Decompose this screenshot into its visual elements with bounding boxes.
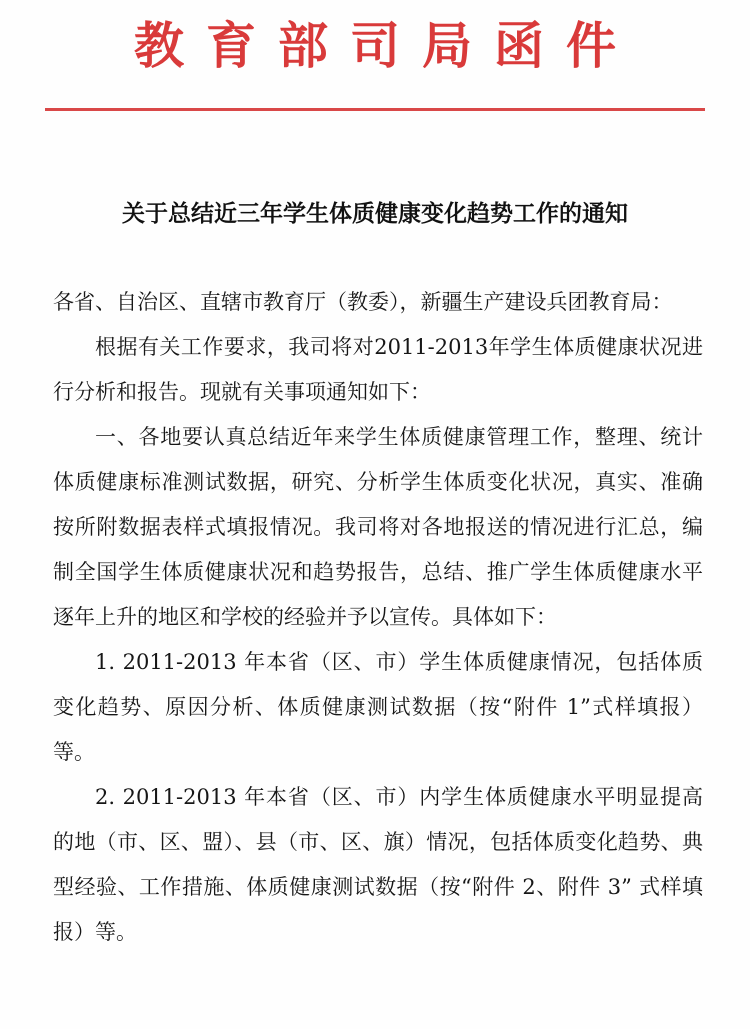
salutation: 各省、自治区、直辖市教育厅（教委），新疆生产建设兵团教育局： xyxy=(53,290,673,314)
letterhead-red-rule xyxy=(45,108,705,111)
paragraph-subitem-2: 2. 2011-2013 年本省（区、市）内学生体质健康水平明显提高的地（市、区、盟）、县（市、区、旗）情况，包括体质变化趋势、典型经验、工作措施、体质健康测试数据（按“附件 2、附件 3” 式样填报）等。 xyxy=(53,785,703,944)
document-title: 关于总结近三年学生体质健康变化趋势工作的通知 xyxy=(122,200,628,227)
letterhead-title: 教育部司局函件 xyxy=(134,16,638,75)
document-body xyxy=(53,280,703,955)
paragraph-intro: 根据有关工作要求，我司将对2011-2013年学生体质健康状况进行分析和报告。现就有关事项通知如下： xyxy=(53,335,703,404)
paragraph-subitem-1: 1. 2011-2013 年本省（区、市）学生体质健康情况，包括体质变化趋势、原因分析、体质健康测试数据（按“附件 1”式样填报）等。 xyxy=(53,650,703,764)
paragraph-item-one: 一、各地要认真总结近年来学生体质健康管理工作，整理、统计体质健康标准测试数据，研究、分析学生体质变化状况，真实、准确按所附数据表样式填报情况。我司将对各地报送的情况进行汇总，编制全国学生体质健康状况和趋势报告，总结、推广学生体质健康水平逐年上升的地区和学校的经验并予以宣传。具体如下： xyxy=(53,425,703,629)
